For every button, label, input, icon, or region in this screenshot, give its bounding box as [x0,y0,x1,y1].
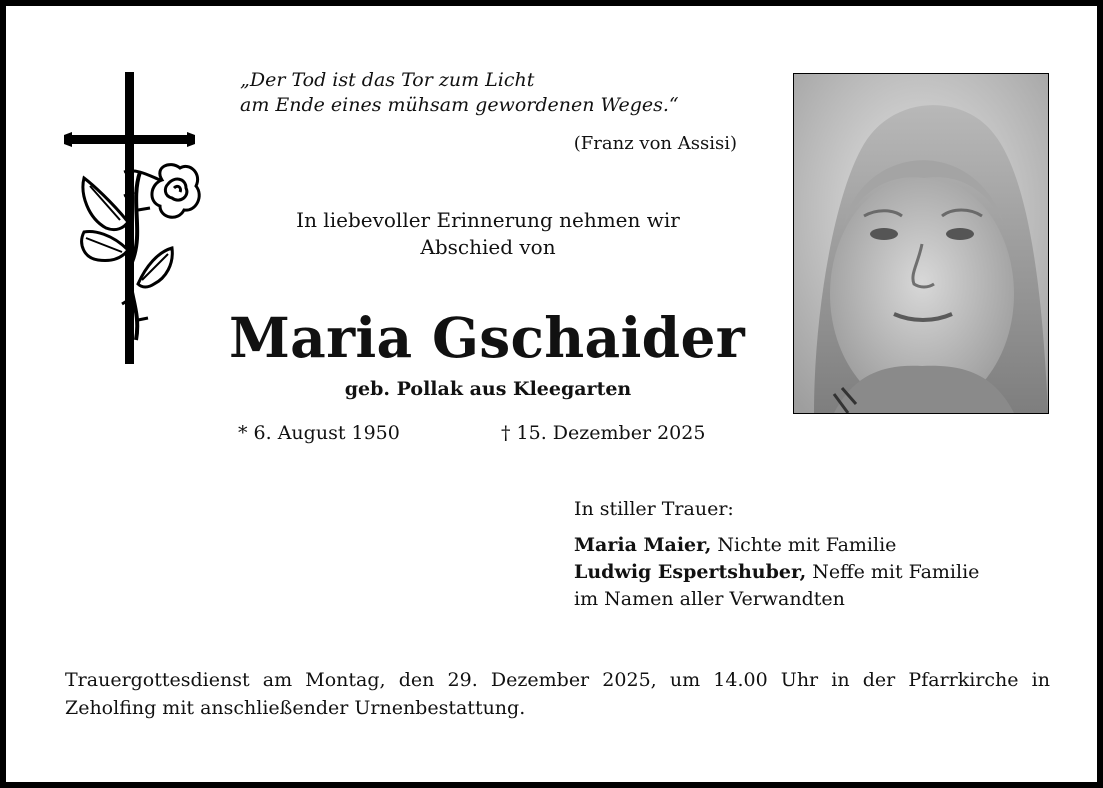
mourner-relation: Nichte mit Familie [711,534,897,556]
portrait-photo [793,73,1049,414]
mourners-closing: im Namen aller Verwandten [574,588,845,610]
intro-line-1: In liebevoller Erinnerung nehmen wir [296,208,680,232]
mourner-entry [574,559,979,586]
intro-line-2: Abschied von [420,235,556,259]
mourner-relation: Neffe mit Familie [806,561,980,583]
maiden-name-origin: geb. Pollak aus Kleegarten [344,378,632,400]
intro-text [238,207,738,261]
mourner-name: Ludwig Espertshuber, [574,561,807,583]
birth-date: * 6. August 1950 [238,422,400,444]
mourner-entry [574,532,979,559]
mourner-name: Maria Maier, [574,534,712,556]
death-date: † 15. Dezember 2025 [501,422,706,444]
quote-line-1: „Der Tod ist das Tor zum Licht [240,69,535,91]
mourners-section [574,496,979,613]
quote [240,68,740,118]
funeral-service-info: Trauergottesdienst am Montag, den 29. Dezember 2025, um 14.00 Uhr in der Pfarrkirche in Zeholfing mit anschließender Urnenbestattung. [65,669,1050,719]
mourners-label: In stiller Trauer: [574,498,734,520]
quote-line-2: am Ende eines mühsam gewordenen Weges.“ [240,94,679,116]
deceased-name: Maria Gschaider [228,305,746,370]
quote-author: (Franz von Assisi) [573,133,737,154]
cross-with-rose-icon [62,72,204,368]
portrait-image [794,74,1048,413]
